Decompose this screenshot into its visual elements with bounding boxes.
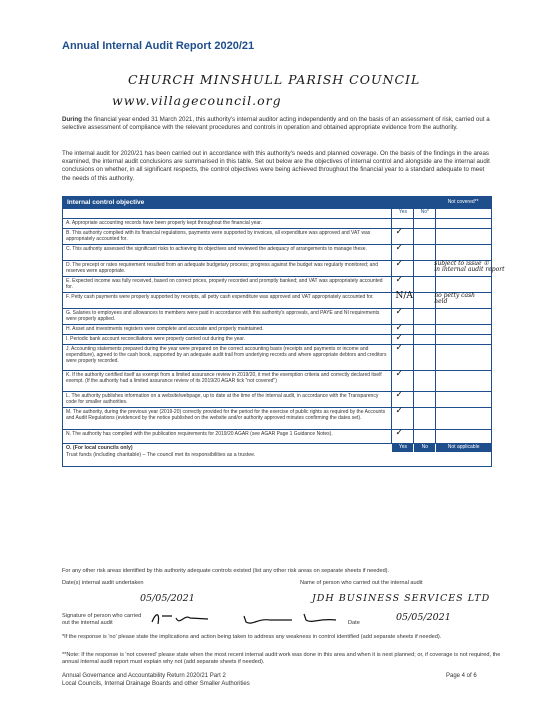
objective-text: F. Petty cash payments were properly supported by receipts, all petty cash expenditure was approved and VAT appropriately accounted for. [66,294,374,300]
header-not-covered: Not covered** [447,199,479,205]
no-cell [413,371,435,391]
footer-line-1: Annual Governance and Accountability Return 2020/21 Part 2 [62,673,226,679]
not-covered-cell [435,335,491,344]
not-covered-cell [435,371,491,391]
control-objectives-table [62,196,505,467]
not-covered-cell [435,293,491,308]
intro-p1-text: the financial year ended 31 March 2021, this authority's internal auditor acting independently and on the basis of an assessment of risk, carried out a selective assessment of compliance with the relevant procedures and controls in operation and obtained appropriate evidence from the authority. [62,116,490,132]
tick-mark: ✓ [395,428,403,438]
header-yes: Yes [391,209,413,218]
table-row [63,244,491,260]
not-covered-cell [434,260,505,276]
no-cell [413,293,435,308]
objective-text: D. The precept or rates requirement resulted from an adequate budgetary process; progress against the budget was regularly monitored; and reserves were appropriate. [66,262,379,275]
table-row [63,344,491,370]
note-line-2: held [434,298,448,306]
tick-mark: ✓ [395,343,403,353]
table-row [63,218,491,228]
page-title: Annual Internal Audit Report 2020/21 [62,40,255,52]
other-risk-text: For any other risk areas identified by this authority adequate controls existed (list any other risk areas on separate sheets if needed). [62,568,390,574]
footnote-not-covered: **Note: If the response is 'not covered' please state when the most recent internal audit work was done in this area and when it is next planned; or, if coverage is not required, the annual internal audit report must explain why not (add separate sheets if needed). [62,652,501,665]
tick-mark: ✓ [395,333,403,343]
handwritten-website: www.villagecouncil.org [112,93,282,108]
note-line-1: no petty cash [434,292,476,299]
table-header [63,197,491,209]
not-covered-cell [435,430,491,443]
yes-cell [391,245,413,260]
dates-label: Date(s) internal audit undertaken [62,580,144,586]
objective-text: A. Appropriate accounting records have been properly kept throughout the financial year. [66,220,262,226]
footer-page-number: Page 4 of 6 [446,673,477,679]
objective-text: I. Periodic bank account reconciliations were properly carried out during the year. [66,336,245,342]
footnote-no: *If the response is 'no' please state the implications and action being taken to address any weakness in control identified (add separate sheets if needed). [62,634,442,640]
yes-cell [391,408,413,429]
tick-mark: ✓ [395,307,403,317]
no-cell [413,392,435,407]
not-covered-cell [435,245,491,260]
no-cell [413,245,435,260]
objective-text: C. This authority assessed the significant risks to achieving its objectives and reviewed the adequacy of arrangements to manage these. [66,246,367,252]
yes-cell [391,371,413,391]
header-objective: Internal control objective [67,199,145,206]
yes-cell [391,277,413,292]
not-covered-cell [435,408,491,429]
yes-cell [391,261,413,276]
no-cell [413,219,435,228]
footer-line-2: Local Councils, Internal Drainage Boards and other Smaller Authorities [62,681,250,687]
table-row [63,276,491,292]
yes-cell [391,293,413,308]
objective-text: H. Asset and investments registers were complete and accurate and properly maintained. [66,326,264,332]
yes-cell [391,430,413,443]
not-covered-cell [435,219,491,228]
table-body [63,218,505,443]
objective-text: J. Accounting statements prepared during the year were prepared on the correct accounting basis (receipts and payments or income and expenditure), agreed to the cash book, supported by an adequate audit trail from underlying records and where appropriate debtors and creditors were properly recorded. [66,346,387,365]
objective-text: G. Salaries to employees and allowances to members were paid in accordance with this authority's approvals, and PAYE and NI requirements were properly applied. [66,310,380,323]
handwritten-note [434,293,475,305]
table-row [63,292,491,308]
table-subheader [63,209,491,218]
tick-mark: ✓ [395,227,403,237]
row-o-text: Trust funds (including charitable) – The council met its responsibilities as a trustee. [66,451,256,458]
signature-label: Signature of person who carried out the internal audit [62,613,142,626]
not-covered-cell [435,345,491,370]
auditor-signature [146,608,356,630]
table-row [63,334,491,344]
row-o-not-applicable: Not applicable [435,444,491,452]
yes-cell [391,392,413,407]
note-line-1: subject to issue ① [434,260,489,267]
objective-text: E. Expected income was fully received, based on correct prices, properly recorded and promptly banked; and VAT was appropriately accounted for. [66,278,383,291]
not-covered-cell [435,325,491,334]
yes-cell [391,345,413,370]
tick-mark: ✓ [395,323,403,333]
table-row [63,429,491,443]
table-row [63,228,491,244]
tick-mark: ✓ [395,275,403,285]
tick-mark: ✓ [395,243,403,253]
table-row [63,324,491,334]
table-row-o [63,443,491,466]
objective-text: M. The authority, during the previous year (2019-20) correctly provided for the period for the exercise of public rights as required by the Accounts and Audit Regulations (evidenced by the notice published on the website and/or authority approved minutes confirming the dates set). [66,409,386,422]
dates-value: 05/05/2021 [140,593,195,604]
not-covered-cell [435,277,491,292]
header-no: No* [413,209,435,218]
no-cell [413,261,435,276]
not-covered-cell [435,309,491,324]
table-row [63,407,491,429]
objective-text: K. If the authority certified itself as exempt from a limited assurance review in 2019/20, it met the exemption criteria and correctly declared itself exempt. (If the authority had a limited assurance review of its 2019/20 AGAR tick "not covered") [66,372,382,385]
objective-text: B. This authority complied with its financial regulations, payments were supported by invoices, all expenditure was approved and VAT was appropriately accounted for. [66,230,371,243]
no-cell [413,309,435,324]
tick-mark: ✓ [395,406,403,416]
intro-bold-word: During [62,116,82,123]
table-row [63,259,505,276]
not-covered-cell [435,392,491,407]
tick-mark: ✓ [395,369,403,379]
table-row [63,391,491,407]
auditor-name: JDH BUSINESS SERVICES LTD [312,593,491,604]
no-cell [413,335,435,344]
yes-cell [391,309,413,324]
no-cell [413,229,435,244]
handwritten-note [434,261,504,273]
no-cell [413,325,435,334]
objective-text: N. The authority has complied with the publication requirements for 2019/20 AGAR (see AGAR Page 1 Guidance Notes). [66,431,333,437]
table-row [63,370,491,391]
name-label: Name of person who carried out the internal audit [300,580,423,586]
row-o-title: O. (For local councils only) [66,445,133,451]
note-line-2: in internal audit report [434,266,505,274]
yes-cell [391,229,413,244]
row-o-yes: Yes [391,444,413,452]
tick-mark: ✓ [395,390,403,400]
handwritten-council-name: CHURCH MINSHULL PARISH COUNCIL [128,72,421,87]
objective-text: L. The authority publishes information on a website/webpage, up to date at the time of the internal audit, in accordance with the Transparency code for smaller authorities. [66,393,379,406]
no-cell [413,345,435,370]
intro-paragraph-1 [62,116,492,132]
no-cell [413,408,435,429]
date-label: Date [348,620,360,626]
table-row [63,308,491,324]
tick-mark: ✓ [395,259,403,269]
not-covered-cell [435,229,491,244]
no-cell [413,277,435,292]
no-cell [413,430,435,443]
tick-mark: N/A [395,291,413,301]
row-o-no: No [413,444,435,452]
date-value: 05/05/2021 [396,612,451,623]
intro-paragraph-2: The internal audit for 2020/21 has been carried out in accordance with this authority's needs and planned coverage. On the basis of the findings in the areas examined, the internal audit conclusions are summarised in this table. Set out below are the objectives of internal control and alongside are the internal audit conclusions on whether, in all significant respects, the control objectives were being achieved throughout the financial year to a standard adequate to meet the needs of this authority. [62,150,490,182]
